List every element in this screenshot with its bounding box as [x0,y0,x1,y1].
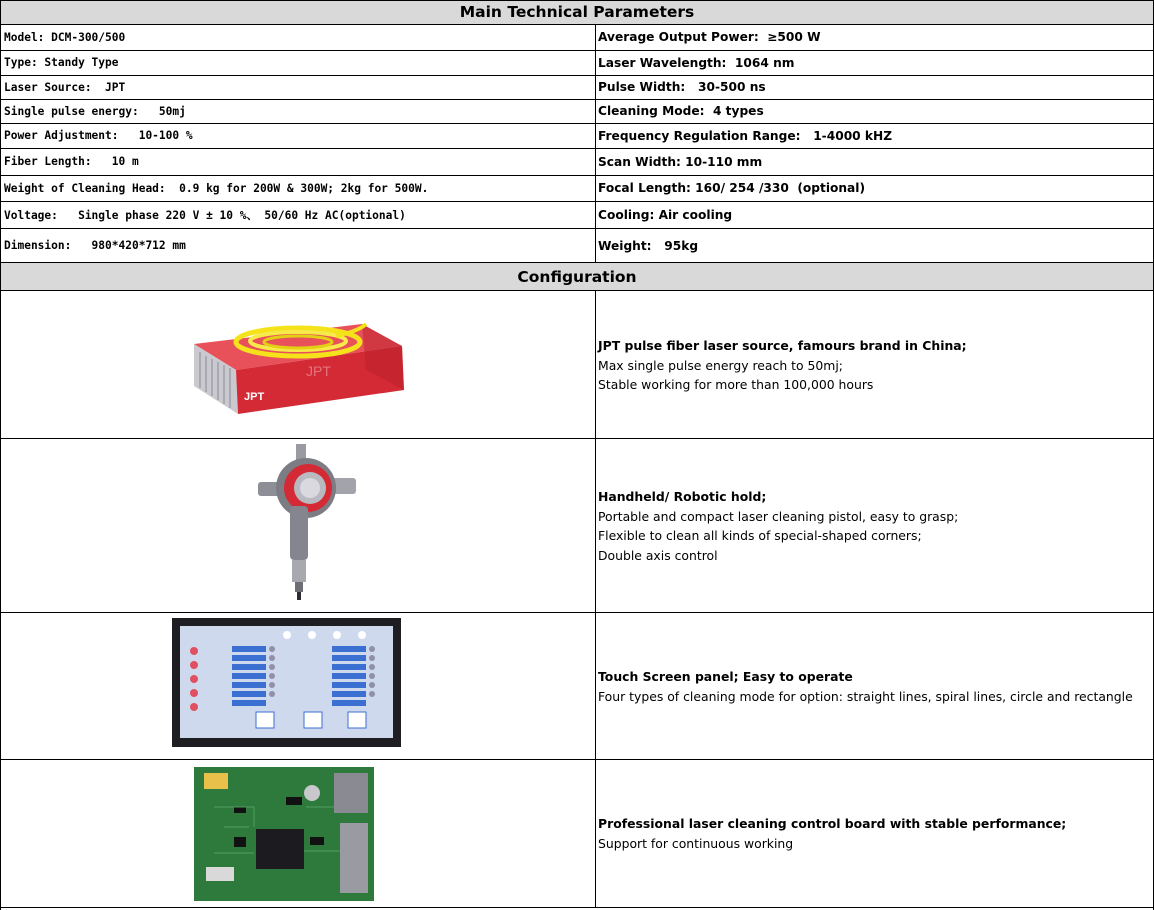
table-gridline [0,50,1154,51]
table-gridline [0,75,1154,76]
config-title: JPT pulse fiber laser source, famours brand in China; [598,338,967,353]
param-right-cell: Weight: 95kg [598,238,699,253]
table-gridline [0,201,1154,202]
table-gridline [0,612,1154,613]
table-gridline [0,99,1154,100]
table-gridline [0,123,1154,124]
config-line: Portable and compact laser cleaning pistol, easy to grasp; [598,508,959,524]
table-gridline [595,24,596,262]
touch-screen-image [172,618,401,747]
config-desc-cleaning-head [598,487,1150,565]
config-title: Handheld/ Robotic hold; [598,489,767,504]
svg-text:JPT: JPT [244,391,265,403]
configuration-title: Configuration [517,268,637,286]
laser-source-image [186,314,412,418]
param-left-cell: Laser Source: JPT [4,80,126,94]
param-left-cell: Fiber Length: 10 m [4,155,139,168]
param-right-cell: Average Output Power: ≥500 W [598,30,821,44]
param-left-cell: Dimension: 980*420*712 mm [4,239,186,252]
config-desc-laser-source [598,336,1150,395]
control-board-image [194,767,374,901]
param-right-cell: Scan Width: 10-110 mm [598,154,763,169]
table-gridline [0,0,1,910]
parameters-title: Main Technical Parameters [459,3,695,21]
param-right-cell: Cooling: Air cooling [598,207,733,222]
config-title: Touch Screen panel; Easy to operate [598,669,853,684]
param-right-cell: Cleaning Mode: 4 types [598,104,764,118]
param-right-cell: Focal Length: 160/ 254 /330 (optional) [598,181,866,195]
param-left-cell: Power Adjustment: 10-100 % [4,129,193,142]
table-gridline [0,228,1154,229]
config-line: Double axis control [598,547,718,563]
config-line: Four types of cleaning mode for option: straight lines, spiral lines, circle and rectangle [598,688,1133,704]
table-gridline [595,290,596,907]
param-right-cell: Pulse Width: 30-500 ns [598,80,766,94]
config-line: Max single pulse energy reach to 50mj; [598,357,843,373]
table-gridline [0,438,1154,439]
param-right-cell: Laser Wavelength: 1064 nm [598,55,795,70]
cleaning-head-image [252,442,362,602]
param-left-cell: Model: DCM-300/500 [4,30,126,44]
config-line: Stable working for more than 100,000 hours [598,377,874,392]
table-gridline [0,0,1154,1]
param-right-cell: Frequency Regulation Range: 1-4000 kHZ [598,128,893,143]
table-gridline [0,907,1154,908]
config-line: Support for continuous working [598,835,794,851]
config-title: Professional laser cleaning control board with stable performance; [598,816,1067,831]
config-desc-touch-screen [598,667,1150,706]
table-gridline [0,148,1154,149]
param-left-cell: Single pulse energy: 50mj [4,104,186,118]
config-desc-control-board [598,814,1150,853]
config-line: Flexible to clean all kinds of special-shaped corners; [598,528,922,543]
table-gridline [0,262,1154,263]
param-left-cell: Weight of Cleaning Head: 0.9 kg for 200W & 300W; 2kg for 500W. [4,181,429,195]
table-gridline [0,24,1154,25]
param-left-cell: Type: Standy Type [4,56,119,69]
table-gridline [0,290,1154,291]
param-left-cell: Voltage: Single phase 220 V ± 10 %、 50/60 Hz AC(optional) [4,208,406,222]
table-gridline [0,759,1154,760]
svg-text:JPT: JPT [306,363,331,379]
table-gridline [0,175,1154,176]
